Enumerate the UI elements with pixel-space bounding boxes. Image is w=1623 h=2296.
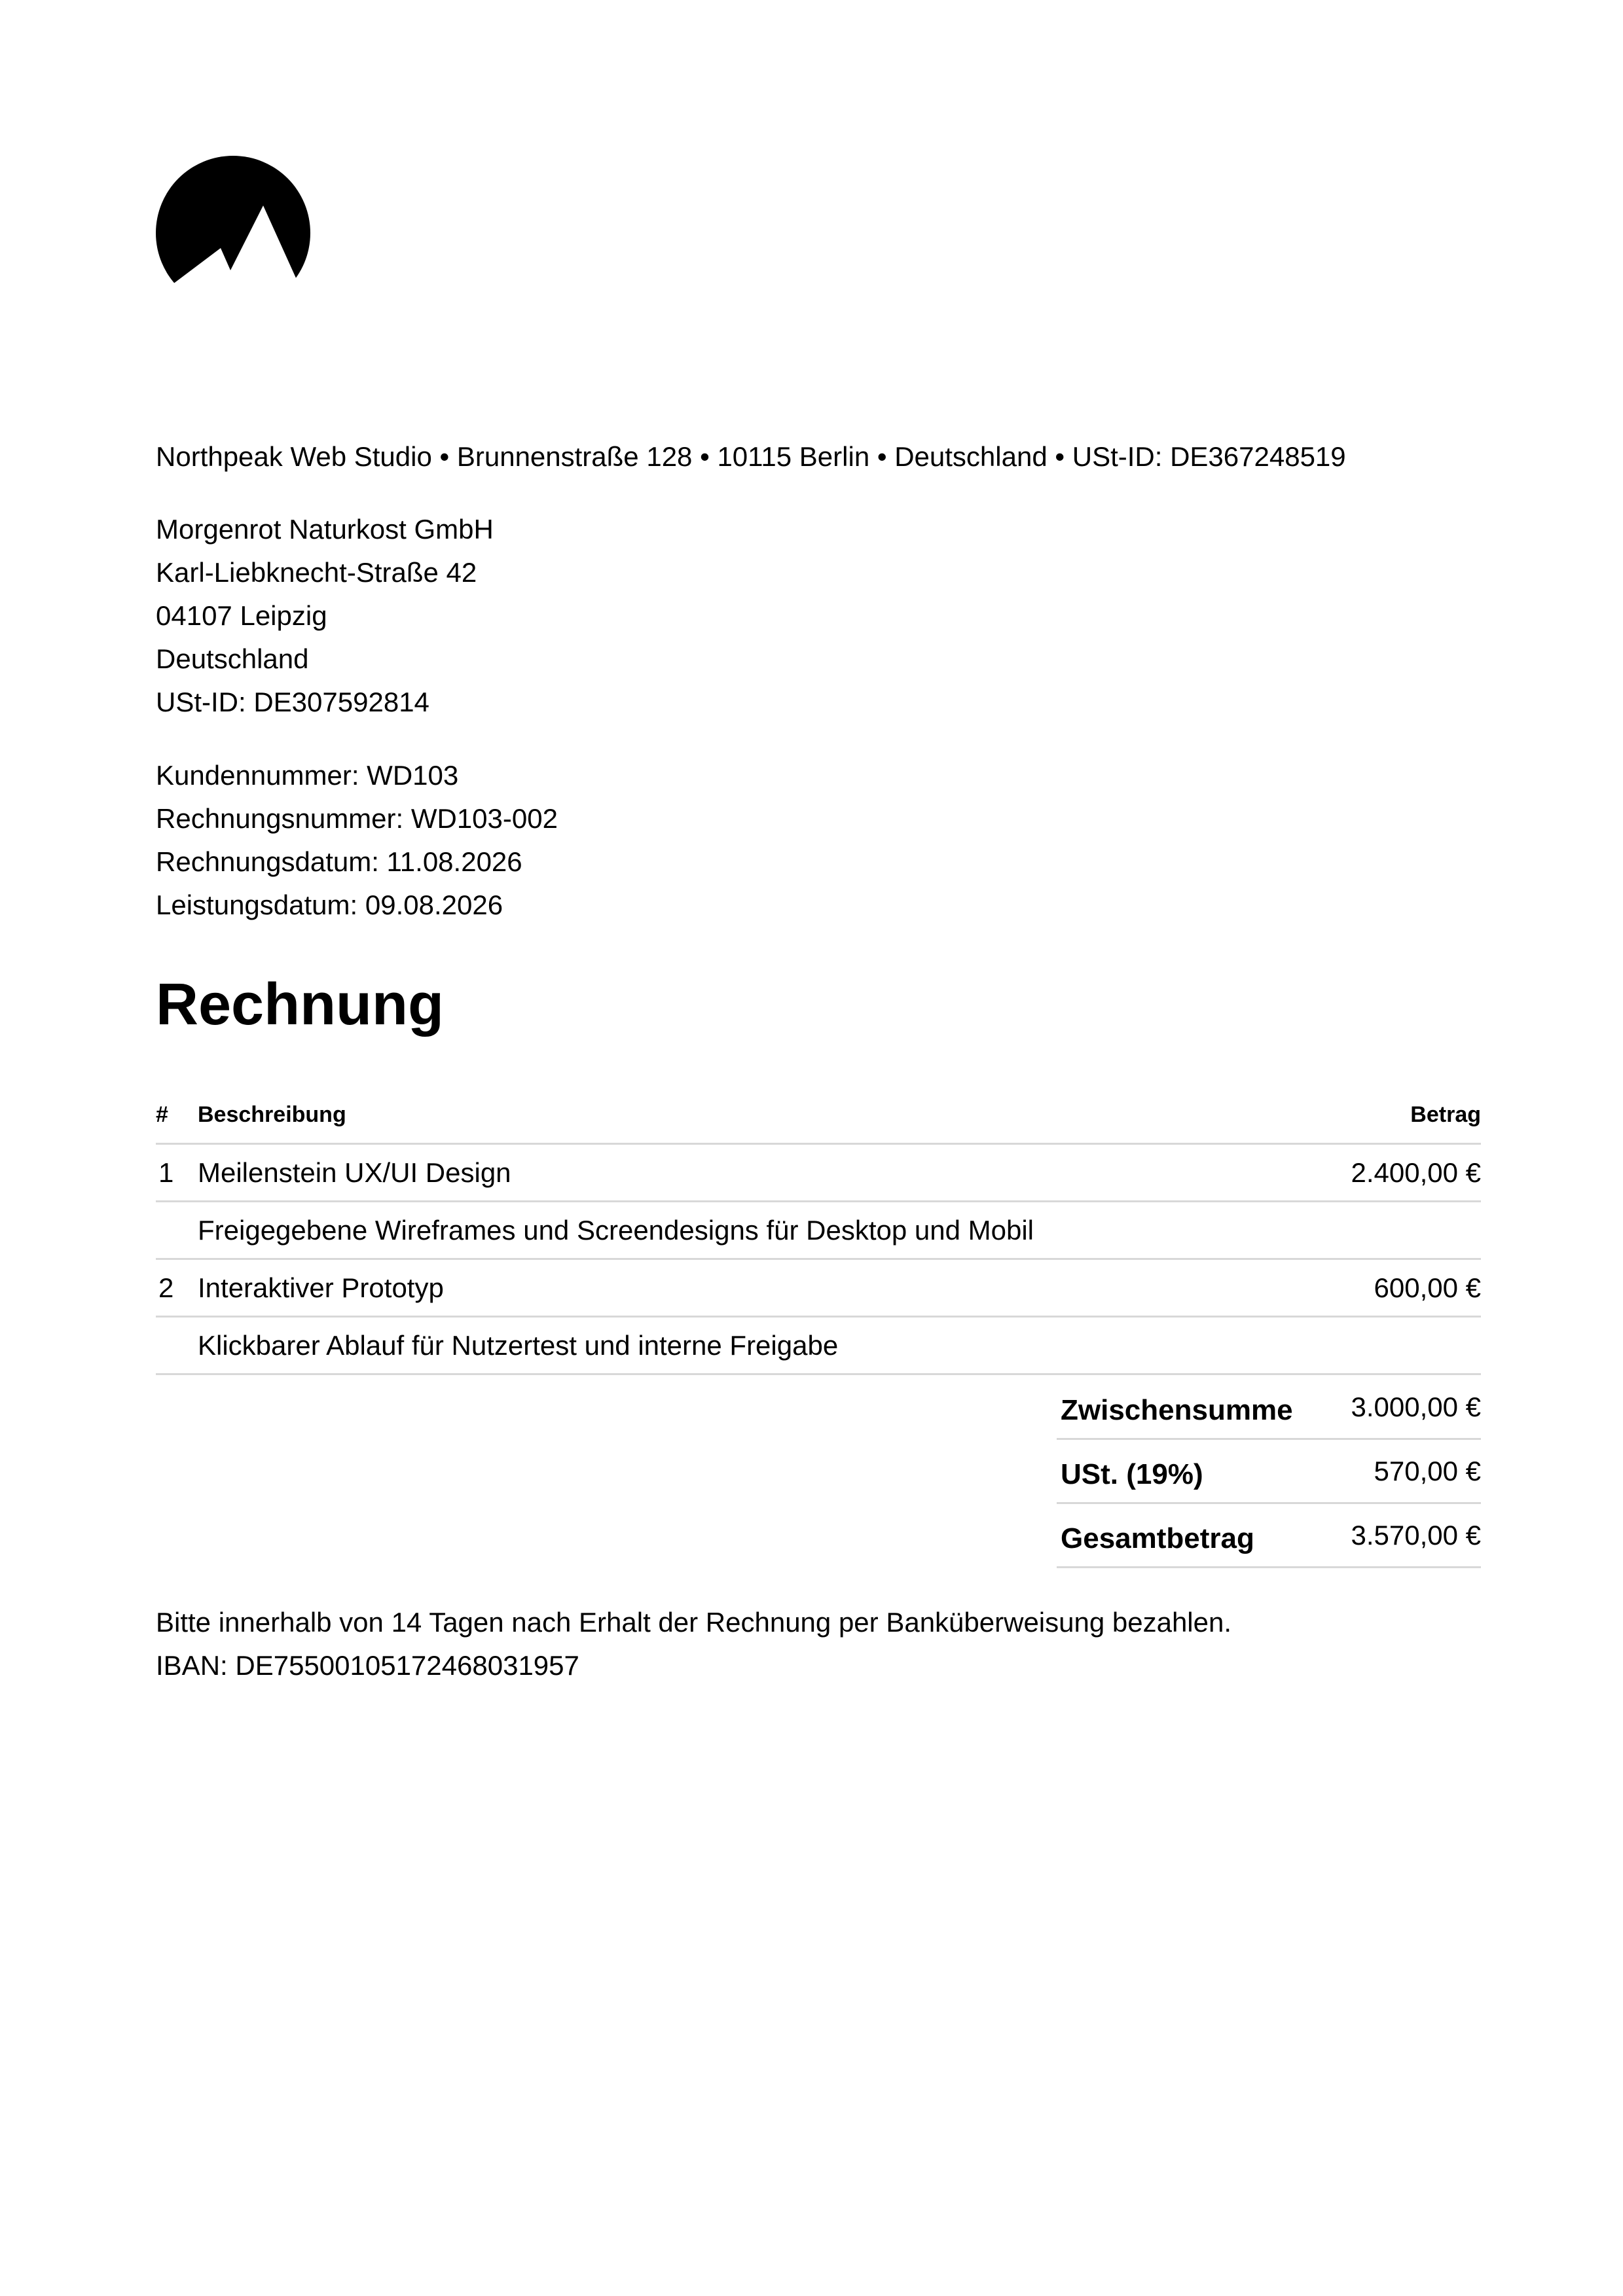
total-row [1057,1503,1481,1568]
recipient-city: 04107 Leipzig [156,600,327,631]
recipient-vat-id: USt-ID: DE307592814 [156,687,429,717]
total-label: Gesamtbetrag [1057,1503,1330,1568]
subtotal-value: 3.000,00 € [1330,1376,1481,1439]
line-items-table [156,1086,1481,1375]
vat-row [1057,1439,1481,1503]
item-amount: 2.400,00 € [1219,1144,1481,1202]
column-header-amount: Betrag [1219,1086,1481,1144]
table-row-detail [156,1202,1481,1259]
item-amount-empty [1219,1317,1481,1374]
item-number: 1 [156,1144,198,1202]
invoice-meta [156,754,558,927]
invoice-date: Rechnungsdatum: 11.08.2026 [156,846,522,877]
item-amount-empty [1219,1202,1481,1259]
item-amount: 600,00 € [1219,1259,1481,1317]
customer-number: Kundennummer: WD103 [156,760,459,791]
recipient-street: Karl-Liebknecht-Straße 42 [156,557,477,588]
item-number-empty [156,1317,198,1374]
vat-value: 570,00 € [1330,1439,1481,1503]
item-detail: Klickbarer Ablauf für Nutzertest und interne Freigabe [198,1317,1219,1374]
iban: IBAN: DE75500105172468031957 [156,1650,579,1681]
item-name: Interaktiver Prototyp [198,1259,1219,1317]
subtotal-label: Zwischensumme [1057,1376,1330,1439]
recipient-name: Morgenrot Naturkost GmbH [156,514,494,545]
table-row [156,1144,1481,1202]
payment-note: Bitte innerhalb von 14 Tagen nach Erhalt der Rechnung per Banküberweisung bezahlen. [156,1607,1232,1638]
item-number-empty [156,1202,198,1259]
table-row-detail [156,1317,1481,1374]
invoice-number: Rechnungsnummer: WD103-002 [156,803,558,834]
service-date: Leistungsdatum: 09.08.2026 [156,889,503,920]
payment-info [156,1606,1231,1682]
recipient-address [156,508,494,724]
sender-address-line: Northpeak Web Studio • Brunnenstraße 128 • 10115 Berlin • Deutschland • USt-ID: DE367248519 [156,441,1346,472]
mountain-logo-icon [156,156,310,287]
recipient-country: Deutschland [156,643,309,674]
vat-label: USt. (19%) [1057,1439,1330,1503]
total-value: 3.570,00 € [1330,1503,1481,1568]
table-header-row [156,1086,1481,1144]
item-name: Meilenstein UX/UI Design [198,1144,1219,1202]
table-row [156,1259,1481,1317]
column-header-number: # [156,1086,198,1144]
column-header-description: Beschreibung [198,1086,1219,1144]
item-number: 2 [156,1259,198,1317]
subtotal-row [1057,1376,1481,1439]
invoice-title: Rechnung [156,972,444,1037]
totals-table [1057,1376,1481,1568]
item-detail: Freigegebene Wireframes und Screendesigns für Desktop und Mobil [198,1202,1219,1259]
